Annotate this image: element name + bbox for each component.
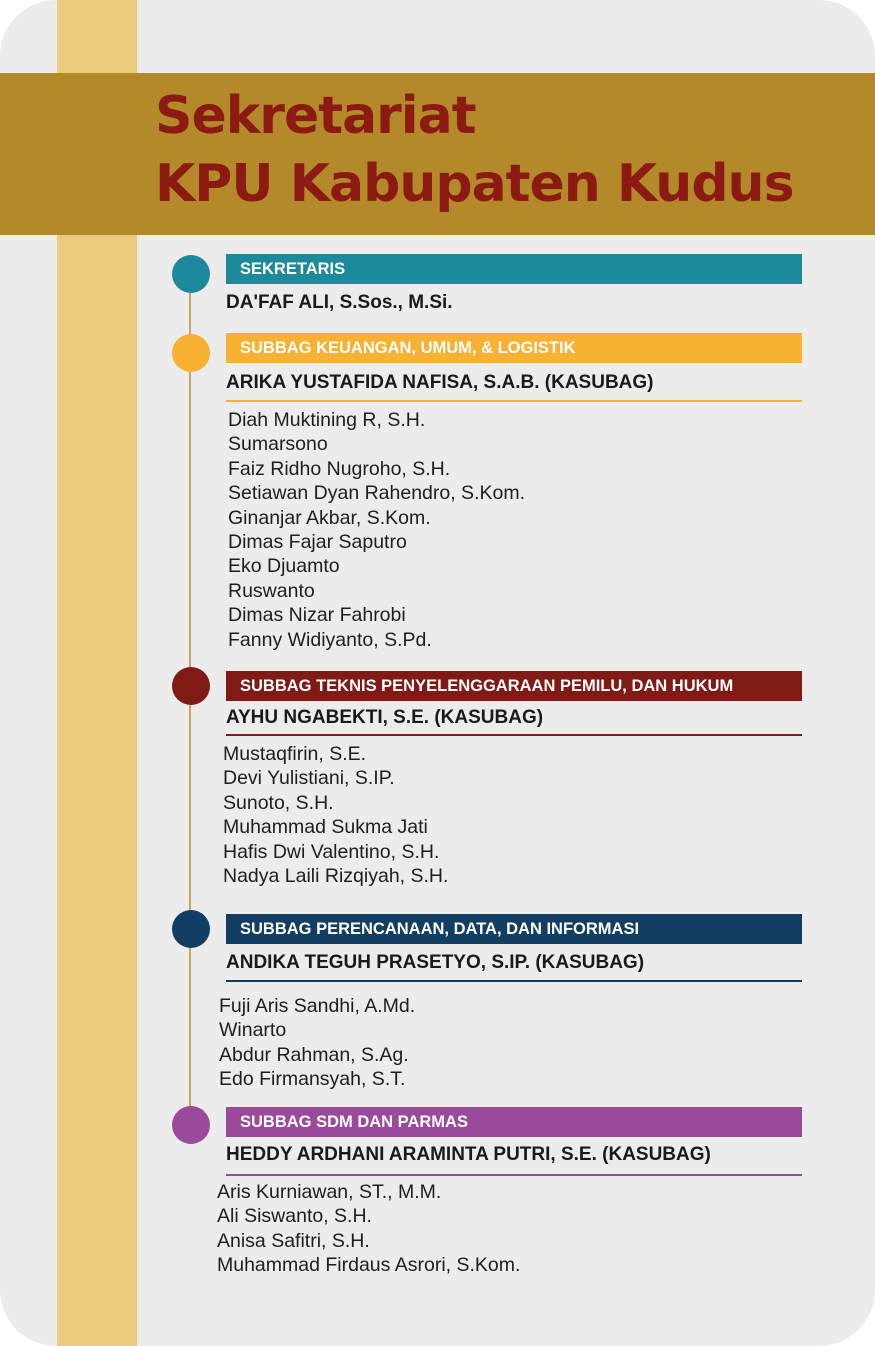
list-item: Winarto	[219, 1019, 287, 1042]
list-item: Muhammad Sukma Jati	[223, 816, 428, 839]
section-divider-teknis	[226, 734, 802, 736]
list-item: Muhammad Firdaus Asrori, S.Kom.	[217, 1254, 521, 1277]
list-item: Diah Muktining R, S.H.	[228, 409, 426, 431]
section-head-teknis: AYHU NGABEKTI, S.E. (KASUBAG)	[226, 707, 544, 728]
member-list-teknis	[223, 742, 448, 888]
member-list-keuangan	[228, 408, 525, 652]
member-list-perencanaan	[219, 994, 415, 1092]
list-item: Sunoto, S.H.	[223, 791, 334, 814]
page-title-line-1: Sekretariat	[155, 86, 476, 146]
timeline-node-perencanaan	[172, 910, 210, 948]
list-item: Fanny Widiyanto, S.Pd.	[228, 628, 432, 651]
section-label-keuangan: SUBBAG KEUANGAN, UMUM, & LOGISTIK	[226, 333, 802, 363]
list-item: Dimas Fajar Saputro	[228, 531, 407, 554]
list-item: Ali Siswanto, S.H.	[217, 1205, 372, 1228]
list-item: Hafis Dwi Valentino, S.H.	[223, 840, 440, 863]
list-item: Aris Kurniawan, ST., M.M.	[217, 1181, 442, 1203]
section-head-keuangan: ARIKA YUSTAFIDA NAFISA, S.A.B. (KASUBAG)	[226, 372, 654, 393]
list-item: Edo Firmansyah, S.T.	[219, 1068, 406, 1091]
list-item: Nadya Laili Rizqiyah, S.H.	[223, 865, 449, 888]
timeline-node-keuangan	[172, 334, 210, 372]
sekretaris-name: DA'FAF ALI, S.Sos., M.Si.	[226, 292, 453, 313]
section-divider-keuangan	[226, 400, 802, 402]
member-list-sdm	[217, 1180, 520, 1278]
timeline-node-teknis	[172, 667, 210, 705]
section-label-sekretaris: SEKRETARIS	[226, 254, 802, 284]
list-item: Sumarsono	[228, 433, 328, 456]
list-item: Eko Djuamto	[228, 555, 340, 578]
section-head-perencanaan: ANDIKA TEGUH PRASETYO, S.IP. (KASUBAG)	[226, 952, 645, 973]
section-head-sdm: HEDDY ARDHANI ARAMINTA PUTRI, S.E. (KASUBAG)	[226, 1144, 711, 1165]
list-item: Anisa Safitri, S.H.	[217, 1229, 370, 1252]
section-divider-sdm	[226, 1174, 802, 1176]
list-item: Setiawan Dyan Rahendro, S.Kom.	[228, 482, 525, 505]
section-divider-perencanaan	[226, 980, 802, 982]
list-item: Ginanjar Akbar, S.Kom.	[228, 506, 431, 529]
timeline-node-sdm	[172, 1106, 210, 1144]
section-label-teknis: SUBBAG TEKNIS PENYELENGGARAAN PEMILU, DAN HUKUM	[226, 671, 802, 701]
list-item: Dimas Nizar Fahrobi	[228, 604, 406, 627]
list-item: Devi Yulistiani, S.IP.	[223, 767, 395, 790]
timeline-node-sekretaris	[172, 255, 210, 293]
list-item: Mustaqfirin, S.E.	[223, 743, 367, 765]
page-title-line-2: KPU Kabupaten Kudus	[155, 154, 794, 214]
section-label-sdm: SUBBAG SDM DAN PARMAS	[226, 1107, 802, 1137]
list-item: Ruswanto	[228, 579, 315, 602]
section-label-perencanaan: SUBBAG PERENCANAAN, DATA, DAN INFORMASI	[226, 914, 802, 944]
list-item: Fuji Aris Sandhi, A.Md.	[219, 995, 416, 1017]
list-item: Abdur Rahman, S.Ag.	[219, 1043, 409, 1066]
list-item: Faiz Ridho Nugroho, S.H.	[228, 457, 451, 480]
